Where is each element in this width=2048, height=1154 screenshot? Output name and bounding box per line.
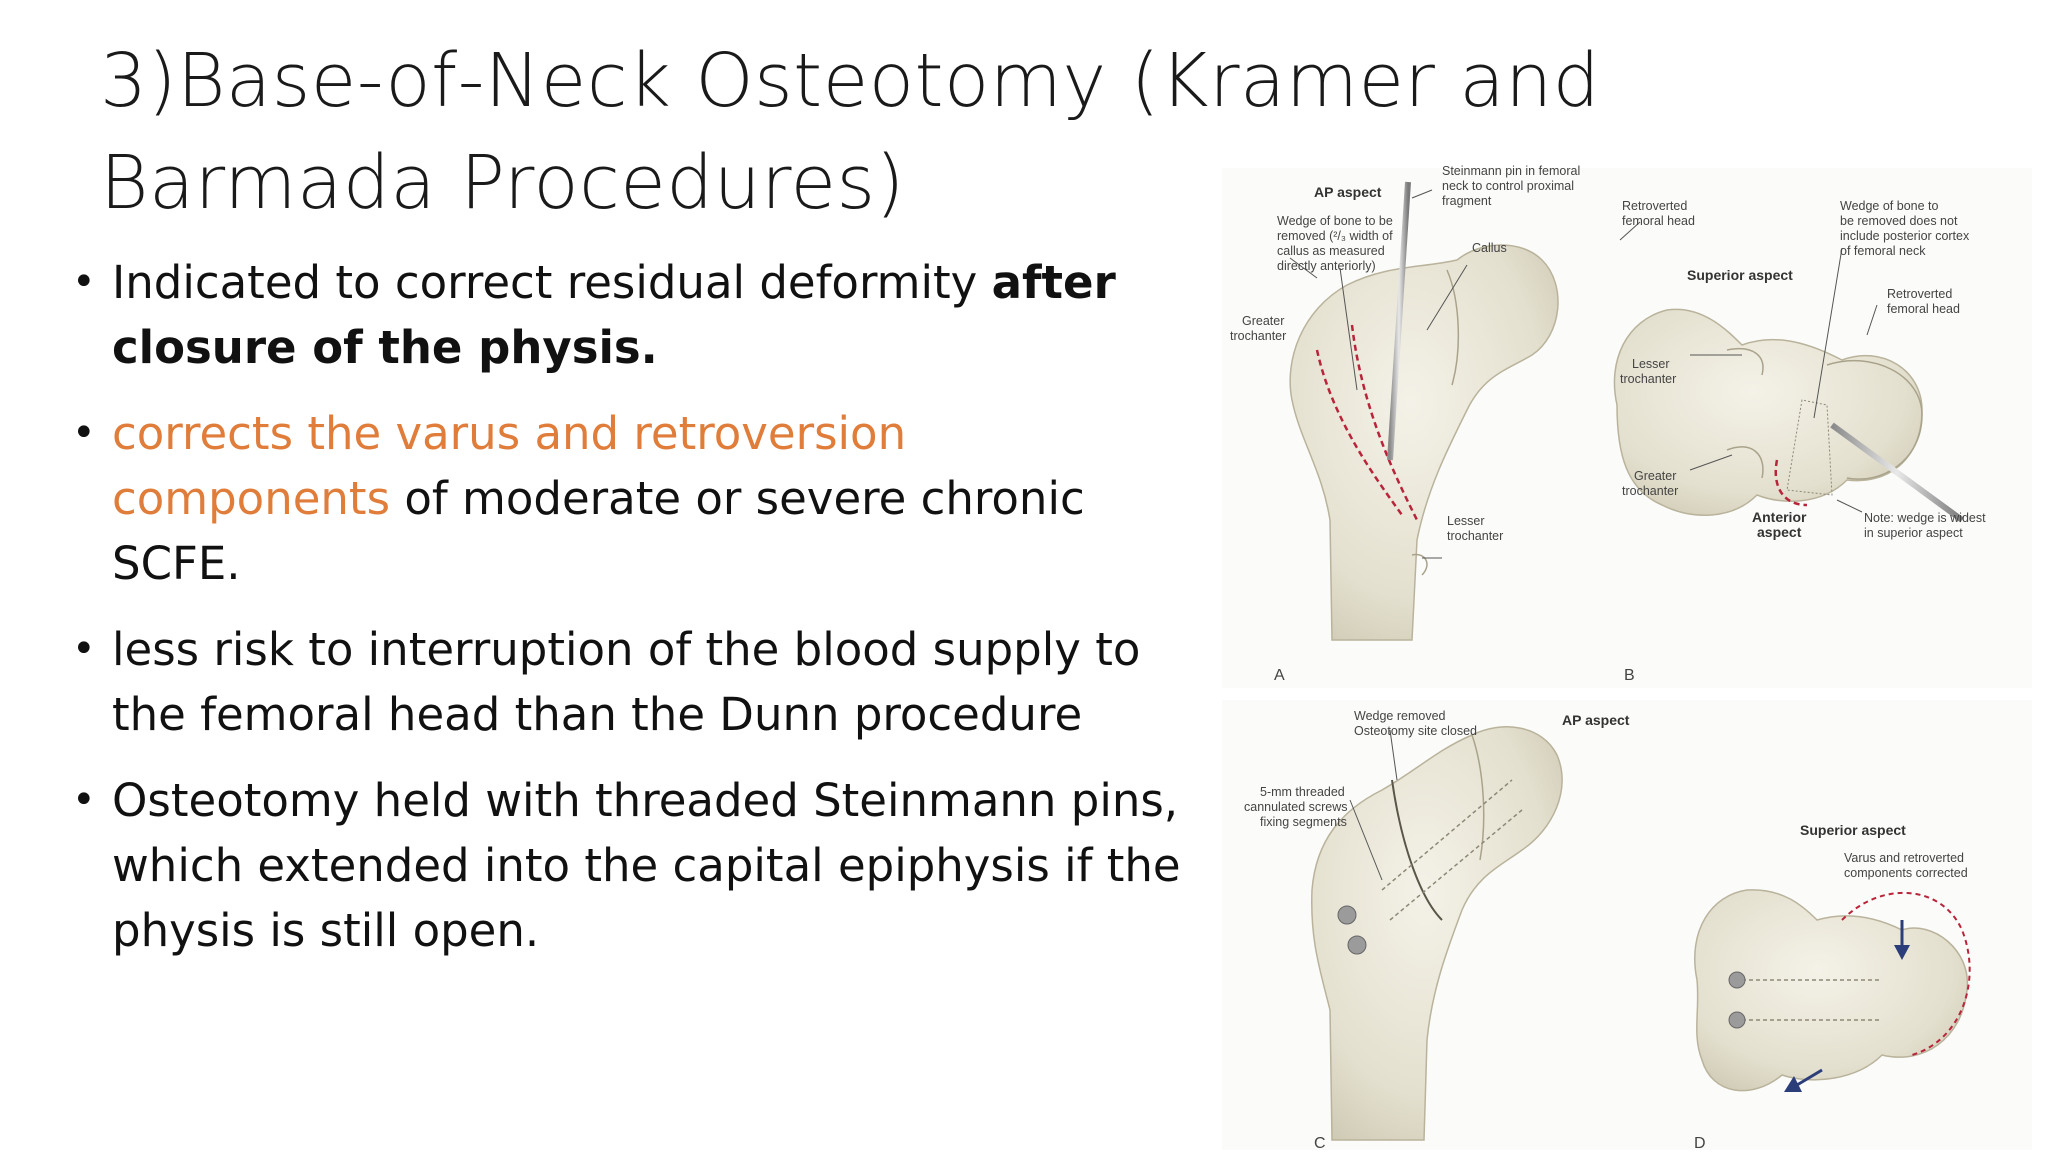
femur-osteotomy-figure bbox=[1222, 160, 2042, 1150]
wedge-label-a: Wedge of bone to be removed (²/₃ width of callus as measured directly anteriorly) bbox=[1277, 214, 1393, 273]
screw-head-icon bbox=[1729, 1012, 1745, 1028]
bullet-dot-icon: • bbox=[72, 410, 96, 456]
bullet-text: less risk to interruption of the blood supply to the femoral head than the Dunn procedure bbox=[112, 623, 1141, 741]
bullet-text: Indicated to correct residual deformity bbox=[112, 256, 992, 309]
panel-c-letter: C bbox=[1314, 1135, 1326, 1150]
bullet-list bbox=[70, 250, 1190, 984]
bullet-dot-icon: • bbox=[72, 777, 96, 823]
bullet-item bbox=[70, 768, 1190, 963]
femur-illustration bbox=[1222, 160, 2042, 1150]
anterior-aspect-label: Anterior aspect bbox=[1752, 509, 1807, 540]
lesser-trochanter-label-a: Lesser trochanter bbox=[1447, 514, 1504, 543]
bullet-dot-icon: • bbox=[72, 626, 96, 672]
panel-a-letter: A bbox=[1274, 667, 1285, 684]
bullet-text-bold: after closure of the physis. bbox=[112, 256, 1116, 374]
bullet-item bbox=[70, 250, 1190, 380]
screw-head-icon bbox=[1729, 972, 1745, 988]
retroverted-head-label-2: Retroverted femoral head bbox=[1887, 287, 1960, 316]
panel-d-aspect: Superior aspect bbox=[1800, 822, 1906, 838]
pin-label: Steinmann pin in femoral neck to control proximal fragment bbox=[1442, 164, 1581, 208]
lesser-trochanter-label-b: Lesser trochanter bbox=[1620, 357, 1677, 386]
screw-head-icon bbox=[1348, 936, 1366, 954]
panel-b-letter: B bbox=[1624, 667, 1635, 684]
screws-label: 5-mm threaded cannulated screws fixing segments bbox=[1244, 785, 1348, 829]
bullet-dot-icon: • bbox=[72, 259, 96, 305]
callus-label: Callus bbox=[1472, 241, 1507, 255]
slide-title: 3)Base-of-Neck Osteotomy (Kramer and Barmada Procedures) bbox=[100, 38, 1601, 226]
panel-a-aspect: AP aspect bbox=[1314, 184, 1382, 200]
panel-b-aspect: Superior aspect bbox=[1687, 267, 1793, 283]
greater-trochanter-label-a: Greater trochanter bbox=[1230, 314, 1287, 343]
bullet-text: Osteotomy held with threaded Steinmann pins, which extended into the capital epiphysis if the physis is still open. bbox=[112, 774, 1181, 957]
bullet-item bbox=[70, 401, 1190, 596]
retroverted-head-label-1: Retroverted femoral head bbox=[1622, 199, 1695, 228]
wedge-removed-label: Wedge removed Osteotomy site closed bbox=[1354, 709, 1477, 738]
bullet-text: of moderate or severe chronic SCFE. bbox=[112, 472, 1085, 590]
panel-c-aspect: AP aspect bbox=[1562, 712, 1630, 728]
wedge-note: Note: wedge is widest in superior aspect bbox=[1864, 511, 1986, 540]
bullet-item bbox=[70, 617, 1190, 747]
corrected-label: Varus and retroverted components corrected bbox=[1844, 851, 1968, 880]
greater-trochanter-label-b: Greater trochanter bbox=[1622, 469, 1679, 498]
wedge-label-b: Wedge of bone to be removed does not include posterior cortex of femoral neck bbox=[1840, 199, 1970, 258]
panel-d-letter: D bbox=[1694, 1135, 1706, 1150]
screw-head-icon bbox=[1338, 906, 1356, 924]
bullet-text-highlight: corrects the varus and retroversion components bbox=[112, 407, 907, 525]
